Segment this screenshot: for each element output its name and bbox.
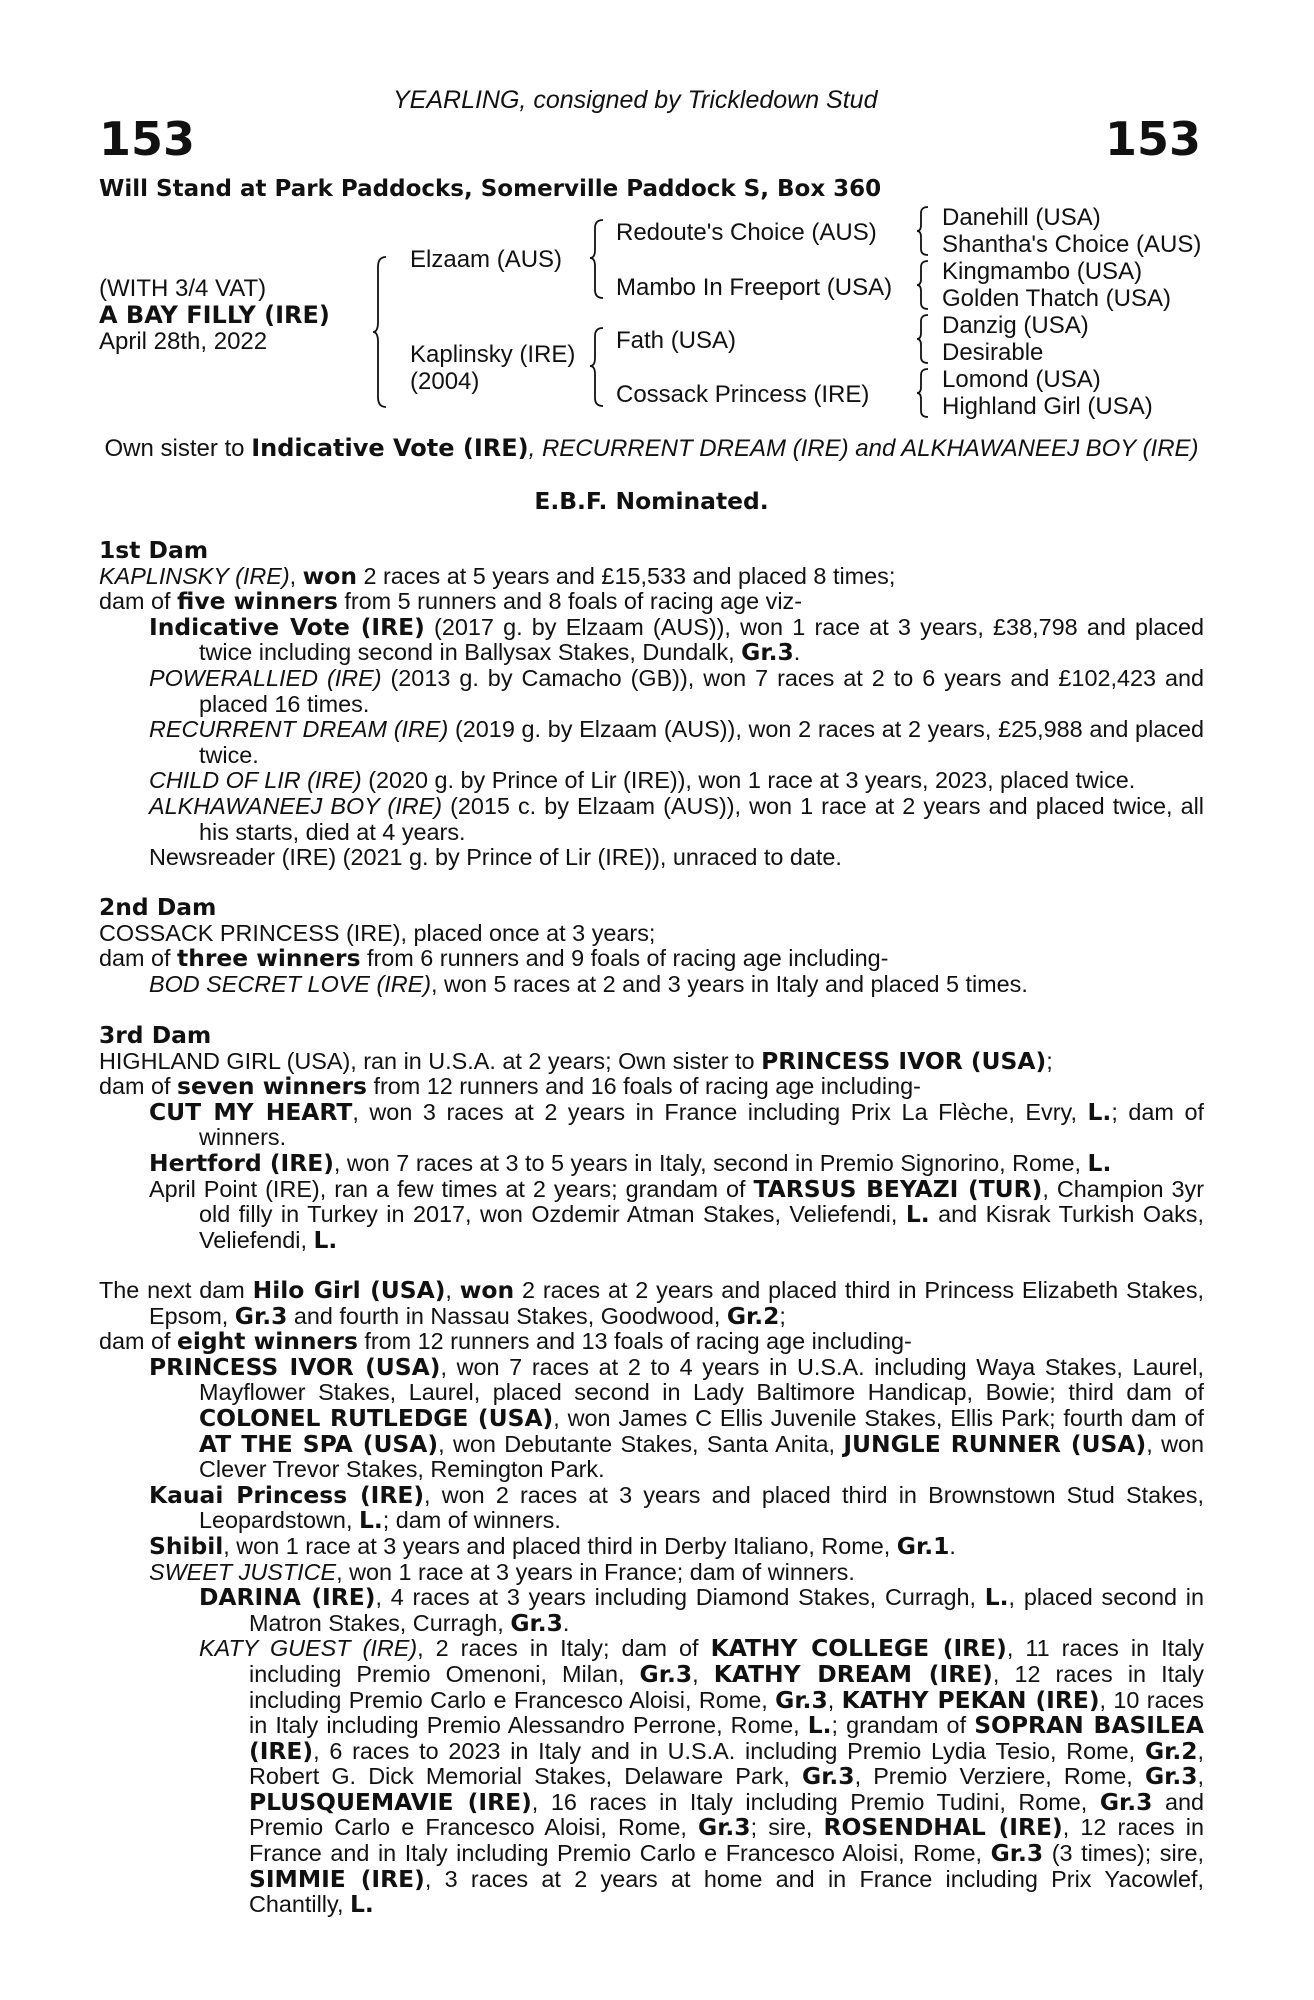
bracket-g4 xyxy=(916,367,930,419)
foaling-date: April 28th, 2022 xyxy=(99,328,268,355)
dam-year: (2004) xyxy=(410,368,480,395)
sire-dam: Mambo In Freeport (USA) xyxy=(616,274,893,301)
bracket-dam xyxy=(589,326,605,408)
produce-record: Indicative Vote (IRE) (2017 g. by Elzaam (AUS)), won 1 race at 3 years, £38,798 and placed twice including second in Ballysax Stakes, Dundalk, Gr.3. xyxy=(149,612,1204,667)
second-dam-section xyxy=(99,895,1204,997)
produce-record: PRINCESS IVOR (USA), won 7 races at 2 to 4 years in U.S.A. including Waya Stakes, Laurel, Mayflower Stakes, Laurel, placed second in Lady Baltimore Handicap, Bowie; third dam of COLONEL RUTLEDGE (USA), won James C Ellis Juvenile Stakes, Ellis Park; fourth dam of AT THE SPA (USA), won Debutante Stakes, Santa Anita, JUNGLE RUNNER (USA), won Clever Trevor Stakes, Remington Park. xyxy=(149,1352,1204,1483)
produce-record: CHILD OF LIR (IRE) (2020 g. by Prince of Lir (IRE)), won 1 race at 3 years, 2023, placed twice. xyxy=(149,767,1136,794)
dam-line: The next dam Hilo Girl (USA), won 2 races at 2 years and placed third in Princess Elizabeth Stakes, Epsom, Gr.3 and fourth in Nassau Stakes, Goodwood, Gr.2; xyxy=(99,1276,1205,1330)
g-golden-thatch: Golden Thatch (USA) xyxy=(942,285,1171,312)
dam-line: KAPLINSKY (IRE), won 2 races at 5 years and £15,533 and placed 8 times; xyxy=(99,561,896,590)
produce-record: ALKHAWANEEJ BOY (IRE) (2015 c. by Elzaam (AUS)), won 1 race at 2 years and placed twice, all his starts, died at 4 years. xyxy=(149,792,1204,845)
produce-record: SWEET JUSTICE, won 1 race at 3 years in France; dam of winners. xyxy=(149,1558,855,1585)
g-shanthas-choice: Shantha's Choice (AUS) xyxy=(942,231,1202,258)
section-heading: 2nd Dam xyxy=(99,893,217,921)
produce-summary: dam of eight winners from 12 runners and 13 foals of racing age including- xyxy=(99,1327,912,1356)
own-sister-note: Own sister to Indicative Vote (IRE), RECURRENT DREAM (IRE) and ALKHAWANEEJ BOY (IRE) xyxy=(104,434,1199,462)
section-heading: 1st Dam xyxy=(99,536,209,564)
produce-record: KATY GUEST (IRE), 2 races in Italy; dam of KATHY COLLEGE (IRE), 11 races in Italy including Premio Omenoni, Milan, Gr.3, KATHY DREAM (IRE), 12 races in Italy including Premio Carlo e Francesco Aloisi, Rome, Gr.3, KATHY PEKAN (IRE), 10 races in Italy including Premio Alessandro Perrone, Rome, L.; grandam of SOPRAN BASILEA (IRE), 6 races to 2023 in Italy and in U.S.A. including Premio Lydia Tesio, Rome, Gr.2, Robert G. Dick Memorial Stakes, Delaware Park, Gr.3, Premio Verziere, Rome, Gr.3, PLUSQUEMAVIE (IRE), 16 races in Italy including Premio Tudini, Rome, Gr.3 and Premio Carlo e Francesco Aloisi, Rome, Gr.3; sire, ROSENDHAL (IRE), 12 races in France and in Italy including Premio Carlo e Francesco Aloisi, Rome, Gr.3 (3 times); sire, SIMMIE (IRE), 3 races at 2 years at home and in France including Prix Yacowlef, Chantilly, L. xyxy=(199,1634,1205,1919)
third-dam-section xyxy=(99,1023,1204,1253)
produce-record: Newsreader (IRE) (2021 g. by Prince of Lir (IRE)), unraced to date. xyxy=(149,844,842,871)
bracket-main xyxy=(372,255,388,409)
bracket-sire xyxy=(589,218,605,300)
ebf-nominated: E.B.F. Nominated. xyxy=(534,487,769,515)
sire-sire: Redoute's Choice (AUS) xyxy=(616,219,877,246)
dam-sire: Fath (USA) xyxy=(616,327,737,354)
lot-number-right: 153 xyxy=(1105,112,1202,166)
produce-record: April Point (IRE), ran a few times at 2 years; grandam of TARSUS BEYAZI (TUR), Champion 3yr old filly in Turkey in 2017, won Ozdemir Atman Stakes, Veliefendi, L. and Kisrak Turkish Oaks, Veliefendi, L. xyxy=(149,1174,1204,1254)
g-danehill: Danehill (USA) xyxy=(942,204,1101,231)
produce-record: Kauai Princess (IRE), won 2 races at 3 years and placed third in Brownstown Stud Stakes, Leopardstown, L.; dam of winners. xyxy=(149,1480,1204,1535)
sire: Elzaam (AUS) xyxy=(410,246,563,273)
consignment-header: YEARLING, consigned by Trickledown Stud xyxy=(393,86,878,114)
stand-location: Will Stand at Park Paddocks, Somerville Paddock S, Box 360 xyxy=(99,176,882,202)
section-heading: 3rd Dam xyxy=(99,1021,212,1049)
produce-record: Hertford (IRE), won 7 races at 3 to 5 years in Italy, second in Premio Signorino, Rome, L. xyxy=(149,1148,1112,1177)
bracket-g2 xyxy=(916,259,930,311)
bracket-g3 xyxy=(916,313,930,365)
first-dam-section xyxy=(99,538,1204,871)
bracket-g1 xyxy=(916,205,930,257)
g-desirable: Desirable xyxy=(942,339,1044,366)
dam-line: HIGHLAND GIRL (USA), ran in U.S.A. at 2 years; Own sister to PRINCESS IVOR (USA); xyxy=(99,1046,1053,1075)
produce-record: BOD SECRET LOVE (IRE), won 5 races at 2 and 3 years in Italy and placed 5 times. xyxy=(149,970,1028,997)
g-kingmambo: Kingmambo (USA) xyxy=(942,258,1143,285)
produce-record: CUT MY HEART, won 3 races at 2 years in France including Prix La Flèche, Evry, L.; dam of winners. xyxy=(149,1097,1204,1151)
produce-record: POWERALLIED (IRE) (2013 g. by Camacho (GB)), won 7 races at 2 to 6 years and £102,423 and placed 16 times. xyxy=(149,664,1204,717)
produce-record: Shibil, won 1 race at 3 years and placed third in Derby Italiano, Rome, Gr.1. xyxy=(149,1531,956,1560)
produce-summary: dam of five winners from 5 runners and 8 foals of racing age viz- xyxy=(99,587,803,616)
lot-number-left: 153 xyxy=(99,112,196,166)
g-danzig: Danzig (USA) xyxy=(942,312,1089,339)
next-dam-section xyxy=(99,1278,1204,1918)
lot-name: A BAY FILLY (IRE) xyxy=(99,301,330,329)
produce-record: DARINA (IRE), 4 races at 3 years including Diamond Stakes, Curragh, L., placed second in Matron Stakes, Curragh, Gr.3. xyxy=(199,1583,1204,1637)
g-lomond: Lomond (USA) xyxy=(942,366,1101,393)
g-highland-girl: Highland Girl (USA) xyxy=(942,393,1153,420)
dam: Kaplinsky (IRE) xyxy=(410,341,576,368)
produce-record: RECURRENT DREAM (IRE) (2019 g. by Elzaam (AUS)), won 2 races at 2 years, £25,988 and placed twice. xyxy=(149,716,1204,768)
produce-summary: dam of three winners from 6 runners and 9 foals of racing age including- xyxy=(99,944,889,973)
produce-summary: dam of seven winners from 12 runners and 16 foals of racing age including- xyxy=(99,1072,921,1101)
vat-note: (WITH 3/4 VAT) xyxy=(99,275,267,302)
dam-line: COSSACK PRINCESS (IRE), placed once at 3 years; xyxy=(99,919,656,946)
dam-dam: Cossack Princess (IRE) xyxy=(616,381,870,408)
